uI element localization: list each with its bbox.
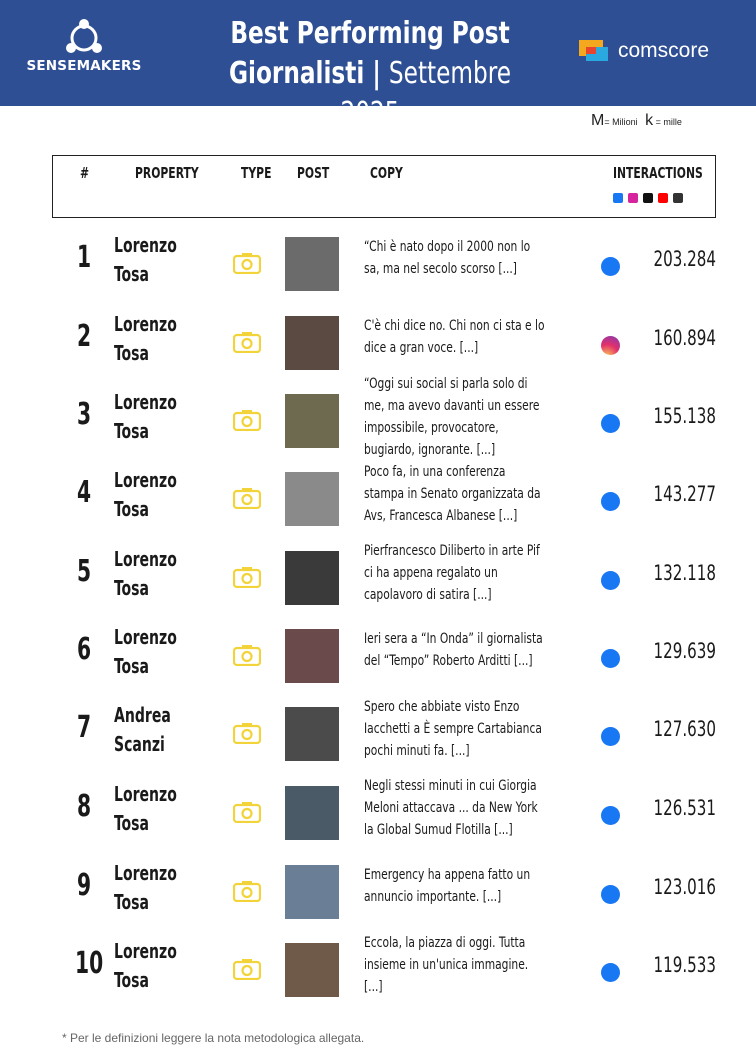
property-last-name: Tosa xyxy=(114,968,149,992)
instagram-icon xyxy=(601,336,620,355)
property-name xyxy=(114,937,184,995)
interactions-value: 160.894 xyxy=(653,326,716,350)
interactions-value: 129.639 xyxy=(653,639,716,663)
post-thumbnail[interactable] xyxy=(285,551,339,605)
units-legend xyxy=(591,112,682,130)
property-last-name: Tosa xyxy=(114,811,149,835)
title-line-2 xyxy=(198,54,542,134)
copy-line: capolavoro di satira [...] xyxy=(364,587,492,603)
comscore-logo xyxy=(578,38,709,64)
property-name xyxy=(114,780,184,838)
instagram-icon xyxy=(628,193,638,203)
post-thumbnail[interactable] xyxy=(285,865,339,919)
table-row xyxy=(52,228,716,306)
copy-line: Eccola, la piazza di oggi. Tutta xyxy=(364,935,526,951)
copy-line: Pierfrancesco Diliberto in arte Pif xyxy=(364,543,540,559)
tiktok-icon xyxy=(673,193,683,203)
property-first-name: Lorenzo xyxy=(114,782,177,806)
copy-line: Ieri sera a “In Onda” il giornalista xyxy=(364,631,543,647)
post-copy xyxy=(364,540,561,606)
legend-m-key: M xyxy=(591,112,605,129)
table-header xyxy=(52,155,716,218)
interactions-value: 127.630 xyxy=(653,717,716,741)
interactions-value: 143.277 xyxy=(653,482,716,506)
property-first-name: Lorenzo xyxy=(114,468,177,492)
sensemakers-icon xyxy=(64,18,104,56)
table-row xyxy=(52,620,716,698)
post-thumbnail[interactable] xyxy=(285,472,339,526)
post-thumbnail[interactable] xyxy=(285,394,339,448)
photo-icon xyxy=(233,801,261,823)
copy-line: C'è chi dice no. Chi non ci sta e lo xyxy=(364,318,545,334)
legend-k-desc: = mille xyxy=(655,117,682,127)
interactions-value: 119.533 xyxy=(653,953,716,977)
post-thumbnail[interactable] xyxy=(285,943,339,997)
facebook-icon xyxy=(601,885,620,904)
facebook-icon xyxy=(601,414,620,433)
post-copy xyxy=(364,628,561,672)
property-last-name: Tosa xyxy=(114,262,149,286)
facebook-icon xyxy=(601,963,620,982)
rank-number: 1 xyxy=(76,240,92,275)
copy-line: annuncio importante. [...] xyxy=(364,889,502,905)
copy-line: Spero che abbiate visto Enzo xyxy=(364,699,520,715)
post-copy xyxy=(364,775,561,841)
col-type: TYPE xyxy=(241,164,272,182)
copy-line: insieme in un'unica immagine. xyxy=(364,957,529,973)
rank-number: 5 xyxy=(76,554,92,589)
copy-line: sa, ma nel secolo scorso [...] xyxy=(364,261,517,277)
post-copy xyxy=(364,696,561,762)
photo-icon xyxy=(233,644,261,666)
brand-name: SENSEMAKERS xyxy=(26,58,142,74)
property-name xyxy=(114,388,184,446)
copy-line: del “Tempo” Roberto Arditti [...] xyxy=(364,653,533,669)
x-icon xyxy=(643,193,653,203)
property-first-name: Lorenzo xyxy=(114,312,177,336)
copy-line: Iacchetti a È sempre Cartabianca xyxy=(364,721,542,737)
post-copy xyxy=(364,373,561,461)
post-thumbnail[interactable] xyxy=(285,316,339,370)
property-last-name: Tosa xyxy=(114,497,149,521)
table-row xyxy=(52,698,716,776)
copy-line: [...] xyxy=(364,979,383,995)
interactions-value: 155.138 xyxy=(653,404,716,428)
interactions-value: 123.016 xyxy=(653,875,716,899)
post-copy xyxy=(364,236,561,280)
facebook-icon xyxy=(601,649,620,668)
copy-line: la Global Sumud Flotilla [...] xyxy=(364,822,513,838)
property-name xyxy=(114,701,184,759)
copy-line: stampa in Senato organizzata da xyxy=(364,486,541,502)
table-row xyxy=(52,934,716,1012)
table-row xyxy=(52,542,716,620)
table-row xyxy=(52,856,716,934)
post-copy xyxy=(364,864,561,908)
post-copy xyxy=(364,932,561,998)
property-first-name: Lorenzo xyxy=(114,625,177,649)
post-copy xyxy=(364,315,561,359)
copy-line: dice a gran voce. [...] xyxy=(364,340,479,356)
copy-line: Negli stessi minuti in cui Giorgia xyxy=(364,778,537,794)
comscore-name: comscore xyxy=(618,39,710,62)
col-copy: COPY xyxy=(370,164,403,182)
col-interactions: INTERACTIONS xyxy=(613,164,703,182)
title-period: Settembre 2025 xyxy=(340,56,512,131)
interactions-value: 132.118 xyxy=(653,561,716,585)
copy-line: ci ha appena regalato un xyxy=(364,565,498,581)
photo-icon xyxy=(233,566,261,588)
title-line-1: Best Performing Post xyxy=(230,16,510,51)
facebook-icon xyxy=(601,492,620,511)
rank-number: 2 xyxy=(76,319,92,354)
table-row xyxy=(52,376,716,463)
copy-line: impossibile, provocatore, xyxy=(364,420,499,436)
property-name xyxy=(114,623,184,681)
copy-line: Emergency ha appena fatto un xyxy=(364,867,531,883)
rank-number: 7 xyxy=(76,710,92,745)
page-title xyxy=(170,14,570,134)
rank-number: 3 xyxy=(76,397,92,432)
photo-icon xyxy=(233,880,261,902)
photo-icon xyxy=(233,487,261,509)
copy-line: pochi minuti fa. [...] xyxy=(364,743,470,759)
legend-k-key: k xyxy=(645,112,654,129)
table-row xyxy=(52,463,716,541)
photo-icon xyxy=(233,331,261,353)
rank-number: 4 xyxy=(76,475,92,510)
interactions-value: 126.531 xyxy=(653,796,716,820)
property-last-name: Scanzi xyxy=(114,732,165,756)
photo-icon xyxy=(233,252,261,274)
property-last-name: Tosa xyxy=(114,576,149,600)
copy-line: “Oggi sui social si parla solo di xyxy=(364,376,528,392)
footnote: * Per le definizioni leggere la nota metodologica allegata. xyxy=(62,1031,365,1045)
rank-number: 9 xyxy=(76,868,92,903)
comscore-icon xyxy=(578,38,610,64)
table-row xyxy=(52,777,716,855)
property-name xyxy=(114,231,184,289)
property-last-name: Tosa xyxy=(114,890,149,914)
property-name xyxy=(114,545,184,603)
title-category: Giornalisti xyxy=(228,56,365,91)
copy-line: Avs, Francesca Albanese [...] xyxy=(364,508,518,524)
facebook-icon xyxy=(613,193,623,203)
copy-line: Poco fa, in una conferenza xyxy=(364,464,506,480)
copy-line: me, ma avevo davanti un essere xyxy=(364,398,540,414)
property-name xyxy=(114,466,184,524)
property-first-name: Lorenzo xyxy=(114,547,177,571)
sensemakers-logo xyxy=(14,18,154,74)
photo-icon xyxy=(233,722,261,744)
legend-m-desc: = Milioni xyxy=(604,117,638,127)
facebook-icon xyxy=(601,571,620,590)
property-first-name: Andrea xyxy=(114,703,171,727)
col-property: PROPERTY xyxy=(135,164,199,182)
property-last-name: Tosa xyxy=(114,419,149,443)
photo-icon xyxy=(233,958,261,980)
post-thumbnail[interactable] xyxy=(285,237,339,291)
property-last-name: Tosa xyxy=(114,341,149,365)
copy-line: “Chi è nato dopo il 2000 non lo xyxy=(364,239,531,255)
property-last-name: Tosa xyxy=(114,654,149,678)
post-thumbnail[interactable] xyxy=(285,629,339,683)
post-thumbnail[interactable] xyxy=(285,707,339,761)
property-first-name: Lorenzo xyxy=(114,939,177,963)
facebook-icon xyxy=(601,806,620,825)
rank-number: 10 xyxy=(75,946,104,981)
rank-number: 6 xyxy=(76,632,92,667)
rank-number: 8 xyxy=(76,789,92,824)
property-name xyxy=(114,859,184,917)
post-thumbnail[interactable] xyxy=(285,786,339,840)
photo-icon xyxy=(233,409,261,431)
property-first-name: Lorenzo xyxy=(114,390,177,414)
title-separator: | xyxy=(364,56,389,91)
copy-line: bugiardo, ignorante. [...] xyxy=(364,442,496,458)
col-post: POST xyxy=(297,164,330,182)
youtube-icon xyxy=(658,193,668,203)
property-first-name: Lorenzo xyxy=(114,233,177,257)
interactions-value: 203.284 xyxy=(653,247,716,271)
property-first-name: Lorenzo xyxy=(114,861,177,885)
post-copy xyxy=(364,461,561,527)
network-legend xyxy=(613,193,683,203)
col-rank: # xyxy=(80,164,90,182)
property-name xyxy=(114,310,184,368)
copy-line: Meloni attaccava ... da New York xyxy=(364,800,538,816)
facebook-icon xyxy=(601,257,620,276)
facebook-icon xyxy=(601,727,620,746)
